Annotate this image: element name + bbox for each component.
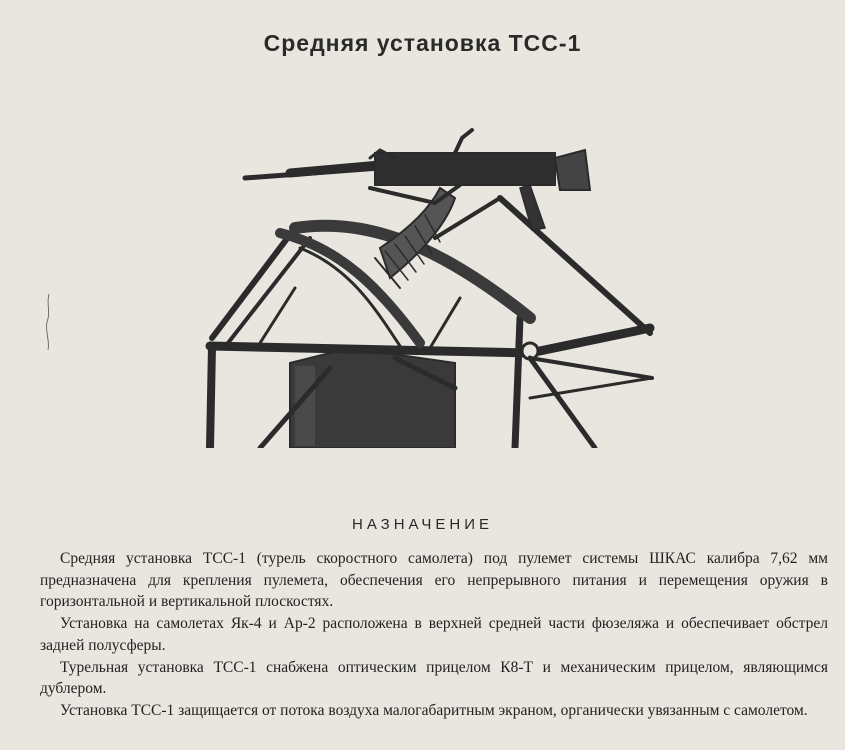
gun-butt <box>555 150 590 190</box>
paragraph: Турельная установка ТСС-1 снабжена оптическим прицелом К8-Т и механическим прицелом, являющимся дублером. <box>40 658 828 698</box>
sight <box>455 130 472 153</box>
pencil-mark <box>43 292 53 352</box>
section-heading: НАЗНАЧЕНИЕ <box>351 516 493 533</box>
page-title: Средняя установка ТСС-1 <box>263 30 582 56</box>
turret-machine-gun-photo <box>200 118 660 448</box>
paragraph: Установка на самолетах Як-4 и Ар-2 расположена в верхней средней части фюзеляжа и обеспечивает обстрел задней полусферы. <box>40 615 828 654</box>
paragraph: Средняя установка ТСС-1 (турель скоростного самолета) под пулемет системы ШКАС калибра 7,62 мм предназначена для крепления пулемета, обеспечения его непрерывного питания и перемещения оружия в горизонтальной и вертикальной плоскостях. <box>40 550 828 611</box>
paragraph: Установка ТСС-1 защищается от потока воздуха малогабаритным экраном, органически увязанным с самолетом. <box>60 701 808 719</box>
gun-receiver <box>375 153 555 185</box>
body-text <box>40 548 828 722</box>
